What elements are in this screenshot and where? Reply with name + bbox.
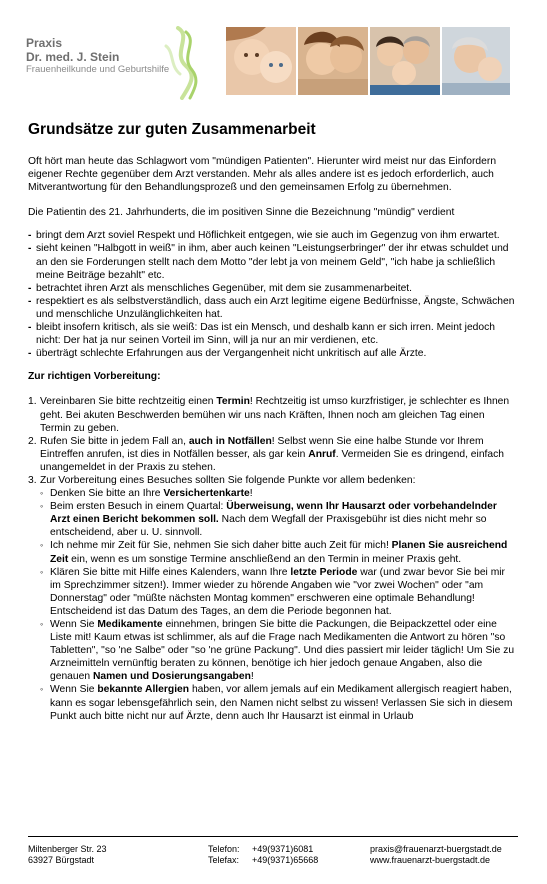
item-number: 3. — [28, 474, 37, 486]
page-header — [0, 0, 547, 110]
item-text: Wenn Sie — [50, 684, 98, 696]
list-item: - sieht keinen "Halbgott in weiß" in ihm, aber auch keinen "Leistungserbringer" der ihr etwas schuldet und an den sie Forderungen stellt nach dem Motto "der lebt ja von meinem Geld", "ich habe ja schließlich meine Beiträge bezahlt" etc. — [28, 242, 518, 281]
practice-logo[interactable] — [26, 36, 169, 76]
item-emphasis: Überweisung, wenn Ihr Hausarzt oder vorbehandelnder Arzt einen Bericht bekommen soll. — [50, 501, 497, 526]
preparation-list — [28, 395, 518, 722]
page-title: Grundsätze zur guten Zusammenarbeit — [28, 121, 316, 138]
sublist-item — [40, 566, 518, 618]
item-text: ! Rechtzeitig ist umso kurzfristiger, je schlechter es Ihnen geht. Bei akuten Beschwerden bemühen wir uns nach Kräften, Ihnen noch am gleichen Tag einen Termin zu geben. — [40, 396, 510, 434]
item-text: Klären Sie bitte mit Hilfe eines Kalenders, wann Ihre — [50, 566, 291, 578]
senior-photo — [442, 27, 510, 95]
intro-paragraph-2: Die Patientin des 21. Jahrhunderts, die im positiven Sinne die Bezeichnung "mündig" verdient — [28, 207, 455, 219]
preparation-sublist — [40, 487, 518, 723]
sublist-item — [40, 539, 518, 565]
footer-street: Miltenberger Str. 23 — [28, 844, 107, 854]
item-number: 1. — [28, 396, 37, 408]
footer-online — [370, 844, 502, 866]
list-item: - bringt dem Arzt soviel Respekt und Höflichkeit entgegen, wie sie auch im Gegenzug von ihm erwartet. — [28, 229, 518, 242]
list-item — [28, 474, 518, 723]
item-emphasis: Planen Sie ausreichend Zeit — [50, 540, 508, 565]
sublist-item — [40, 618, 518, 683]
item-text: ! — [250, 671, 254, 683]
item-text: Ich nehme mir Zeit für Sie, nehmen Sie sich daher bitte auch Zeit für mich! — [50, 540, 392, 552]
item-text: Denken Sie bitte an Ihre — [50, 488, 164, 500]
item-text: Beim ersten Besuch in einem Quartal: — [50, 501, 227, 513]
header-photo-strip — [226, 27, 510, 95]
item-text: Zur Vorbereitung eines Besuches sollten Sie folgende Punkte vor allem bedenken: — [40, 474, 416, 486]
logo-swirl-icon — [158, 26, 218, 100]
footer-address — [28, 844, 107, 866]
intro-paragraph-1: Oft hört man heute das Schlagwort vom "mündigen Patienten". Hierunter wird meist nur das Einfordern eigener Rechte gegenüber dem Arzt verstanden. Mehr als alles andere ist es jedoch erforderlich, auch Mitverantwortung für den Behandlungsprozeß und den gemeinsamen Erfolg zu übernehmen. — [28, 156, 497, 194]
item-text: einnehmen, bringen Sie bitte die Packungen, die Beipackzettel oder eine Liste mit! Kaum etwas ist schlimmer, als auf die Frage nach Medikamenten die Antwort zu hören "so Tabletten", "so 'ne Salbe" oder "so 'ne grüne Packung". Und dies passiert mir leider täglich! Um Sie zu Arzneimitteln vernünftig beraten zu können, benötige ich hier jedoch genaue Angaben, also die genauen — [50, 619, 515, 683]
item-text: Vereinbaren Sie bitte rechtzeitig einen — [40, 396, 217, 408]
footer-city: 63927 Bürgstadt — [28, 855, 95, 865]
item-emphasis: bekannte Allergien — [97, 684, 190, 696]
couple-photo — [298, 27, 368, 95]
item-emphasis: auch in Notfällen — [188, 435, 272, 447]
item-emphasis: Medikamente — [97, 619, 163, 630]
phone-label: Telefon: — [208, 844, 240, 854]
item-emphasis: Namen und Dosierungsangaben — [92, 671, 251, 683]
item-emphasis: Anruf — [308, 448, 336, 460]
item-emphasis: Termin — [216, 396, 250, 408]
baby-photo — [226, 27, 296, 95]
item-text: ! Selbst wenn Sie eine halbe Stunde vor Ihrem Eintreffen anrufen, ist dies in Notfällen besser, als gar kein — [40, 435, 484, 460]
item-text: war (und zwar bevor Sie bei mir im Sprechzimmer sitzen!). Immer wieder zu hörende Angaben wie "vor zwei Wochen" oder "am Donnerstag" oder "müßte nächsten Montag kommen" erschweren eine optimale Behandlung! Entscheidend ist das Datum des Tages, an dem die Periode begonnen hat. — [50, 566, 505, 617]
sublist-item — [40, 487, 518, 500]
phone-number[interactable]: +49(9371)6081 — [252, 844, 314, 854]
website-link[interactable]: www.frauenarzt-buergstadt.de — [370, 855, 491, 865]
patient-qualities-list — [28, 229, 518, 360]
list-item: - bleibt insofern kritisch, als sie weiß: Das ist ein Mensch, und deshalb kann er sich irren. Meint jedoch nicht: Der hat ja nur seinen Vorteil im Sinn, will ja nur an mir verdienen, etc. — [28, 321, 518, 347]
sublist-item — [40, 683, 518, 722]
sublist-item — [40, 500, 518, 539]
logo-line-2: Dr. med. J. Stein — [26, 50, 120, 64]
item-text: ! — [249, 488, 253, 500]
item-emphasis: Versichertenkarte — [163, 488, 250, 500]
logo-line-1: Praxis — [26, 36, 63, 50]
main-content — [28, 120, 518, 723]
fax-label: Telefax: — [208, 855, 240, 865]
item-text: Wenn Sie — [50, 619, 98, 630]
email-link[interactable]: praxis@frauenarzt-buergstadt.de — [370, 844, 502, 854]
list-item — [28, 395, 518, 434]
list-item: - respektiert es als selbstverständlich, dass auch ein Arzt legitime eigene Bedürfnisse, Ängste, Schwächen und menschliche Unzulänglichkeiten hat. — [28, 295, 518, 321]
list-item — [28, 435, 518, 474]
section-heading: Zur richtigen Vorbereitung: — [28, 371, 161, 383]
fax-number: +49(9371)65668 — [252, 855, 319, 865]
logo-line-3: Frauenheilkunde und Geburtshilfe — [26, 64, 170, 75]
item-text: Rufen Sie bitte in jedem Fall an, — [40, 435, 189, 447]
item-text: haben, vor allem jemals auf ein Medikament allergisch reagiert haben, kann es sogar lebensgefährlich sein, den Namen nicht selbst zu wissen! Verlassen Sie sich in diesem Punkt auch bitte nicht nur auf Ärzte, denn auch Ihr Hausarzt ist einmal in Urlaub — [50, 684, 513, 722]
item-text: Nach dem Wegfall der Praxisgebühr ist dies nicht mehr so entscheidend, aber u. U. sinnvoll. — [50, 514, 487, 539]
page-footer — [28, 836, 518, 865]
list-item: - betrachtet ihren Arzt als menschliches Gegenüber, mit dem sie zusammenarbeitet. — [28, 282, 518, 295]
item-emphasis: letzte Periode — [290, 566, 358, 578]
family-photo — [370, 27, 440, 95]
list-item: - überträgt schlechte Erfahrungen aus der Vergangenheit nicht unkritisch auf alle Ärzte. — [28, 347, 518, 360]
item-text: ein, wenn es um sonstige Termine anschließend an den Termin in meiner Praxis geht. — [68, 553, 462, 565]
item-number: 2. — [28, 435, 37, 447]
footer-contact — [208, 844, 318, 866]
item-text: . Vermeiden Sie es dringend, einfach unangemeldet in der Praxis zu stehen. — [40, 448, 505, 473]
